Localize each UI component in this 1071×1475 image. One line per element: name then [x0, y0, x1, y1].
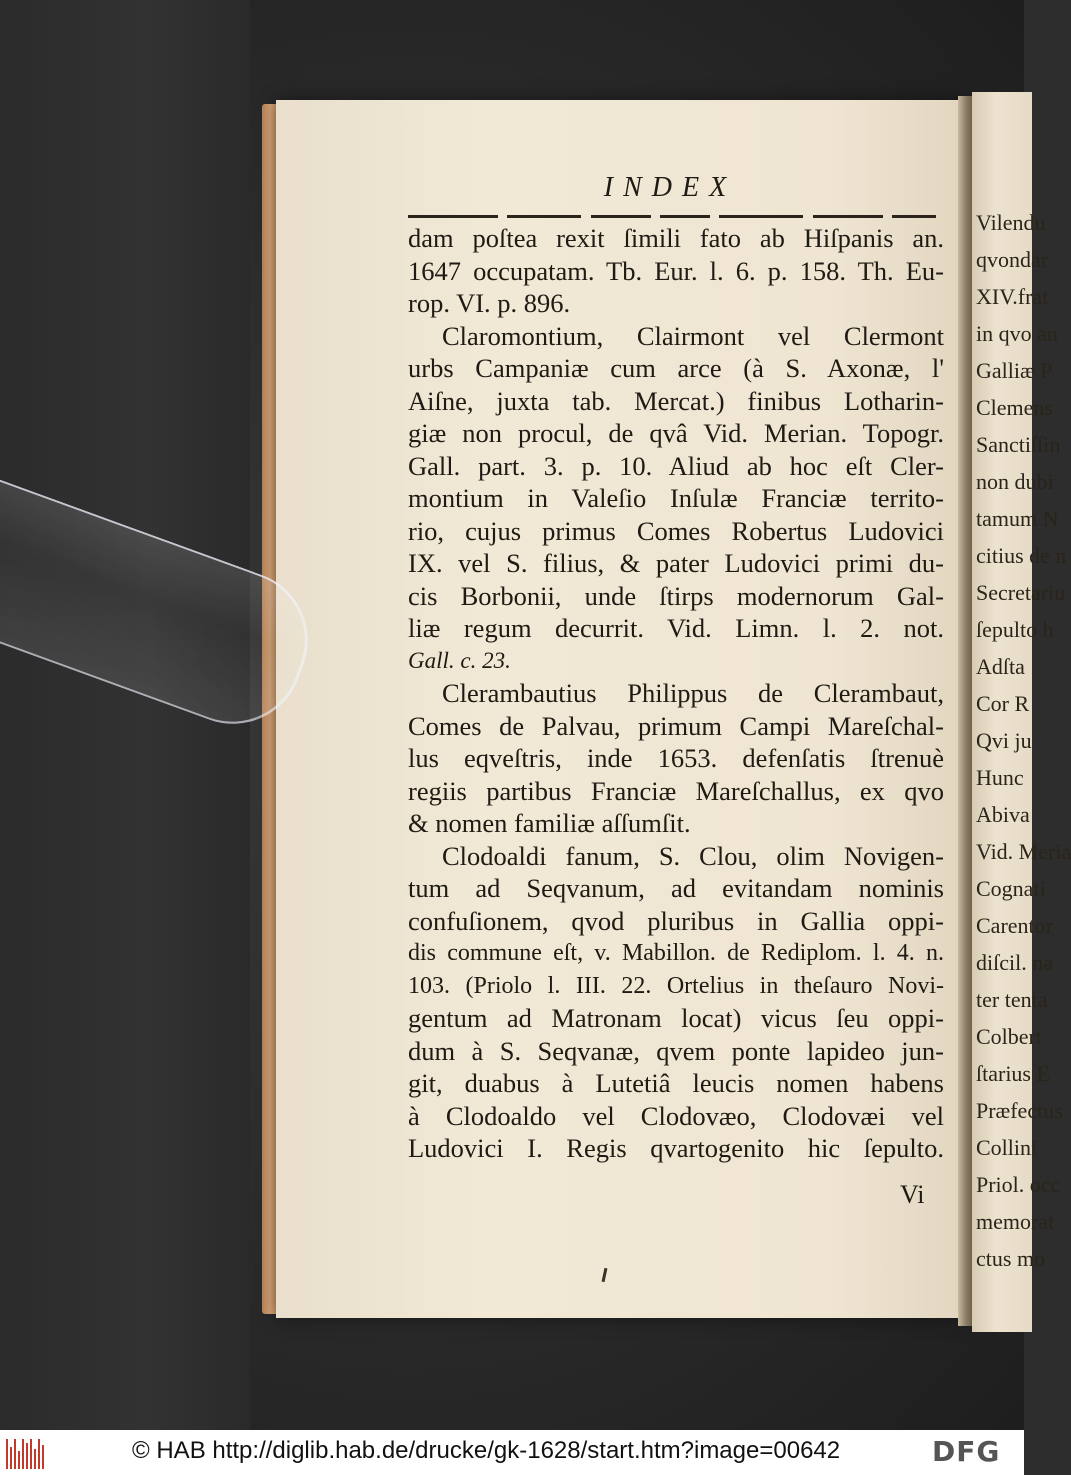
facing-page-fragment: Collini: [976, 1135, 1038, 1160]
facing-page-fragment: non dubi: [976, 469, 1054, 494]
text-line: liæ regum decurrit. Vid. Limn. l. 2. not.: [408, 613, 944, 643]
text-line: à Clodoaldo vel Clodovæo, Clodovæi vel: [408, 1100, 944, 1131]
facing-page-fragment: Colbert: [976, 1024, 1042, 1049]
facing-page-fragment: Priol. occ: [976, 1172, 1061, 1197]
text-line: montium in Valeſio Inſulæ Franciæ territo-: [408, 483, 944, 513]
text-line: tum ad Seqvanum, ad evitandam nominis: [408, 873, 944, 903]
facing-page-fragment: Qvi ju: [976, 728, 1032, 753]
text-line: 1647 occupatam. Tb. Eur. l. 6. p. 158. Th. Eu-: [408, 255, 944, 286]
facing-page-fragment: Adſta: [976, 654, 1025, 679]
entry-heading-line: Clerambautius Philippus de Clerambaut,: [442, 678, 944, 708]
text-line: IX. vel S. filius, & pater Ludovici primi du-: [408, 548, 944, 578]
running-head: INDEX: [603, 172, 737, 203]
facing-page-fragment: memorat: [976, 1209, 1055, 1234]
text-line: rio, cujus primus Comes Robertus Ludovici: [408, 515, 944, 546]
facing-page-fragment: Præfectus: [976, 1098, 1063, 1123]
facing-page-fragment: Galliæ P: [976, 358, 1053, 383]
facing-page-fragment: XIV.frat: [976, 284, 1049, 309]
text-line: dum à S. Seqvanæ, qvem ponte lapideo jun-: [408, 1035, 944, 1066]
text-line: gentum ad Matronam locat) vicus ſeu oppi-: [408, 1003, 944, 1033]
facing-page-fragment: Vid. Meria: [976, 839, 1071, 864]
text-line: confuſionem, qvod pluribus in Gallia oppi-: [408, 905, 944, 936]
entry-heading-line: Clodoaldi fanum, S. Clou, olim Novigen-: [442, 840, 944, 871]
text-line: 103. (Priolo l. III. 22. Ortelius in theſauro Novi-: [408, 972, 944, 999]
facing-page-fragment: ctus mo: [976, 1246, 1046, 1271]
facing-page-fragment: citius de n: [976, 543, 1067, 568]
text-line: lus eqveſtris, inde 1653. defenſatis ſtrenuè: [408, 743, 944, 773]
text-line: rop. VI. p. 896.: [408, 288, 571, 318]
copyright-url[interactable]: © HAB http://diglib.hab.de/drucke/gk-1628/start.htm?image=00642: [132, 1437, 841, 1464]
index-text: [408, 222, 944, 1165]
dfg-logo: DFG: [932, 1435, 1001, 1468]
barcode-icon: [6, 1437, 48, 1469]
text-line: Aiſne, juxta tab. Mercat.) finibus Lotharin-: [408, 385, 944, 416]
facing-page-fragment: Clemens: [976, 395, 1053, 420]
facing-page-fragment: ter tenta: [976, 987, 1048, 1012]
text-line: urbs Campaniæ cum arce (à S. Axonæ, l': [408, 353, 944, 383]
facing-page-fragment: ſtarius E: [976, 1061, 1050, 1086]
facing-page-fragment: Sanctiſſin: [976, 432, 1061, 457]
facing-page-fragment: Secretariu: [976, 580, 1066, 605]
text-line: git, duabus à Lutetiâ leucis nomen habens: [408, 1068, 944, 1098]
facing-page: [972, 92, 1071, 1332]
facing-page-fragment: Cognati: [976, 876, 1046, 901]
facing-page-fragment: Abiva: [976, 802, 1030, 827]
facing-page-fragment: Cor R: [976, 691, 1030, 716]
entry-heading-line: Claromontium, Clairmont vel Clermont: [442, 320, 944, 351]
facing-page-fragment: Hunc: [976, 765, 1024, 790]
text-line: giæ non procul, de qvâ Vid. Merian. Topogr.: [408, 418, 944, 448]
facing-page-fragment: ſepulto h: [976, 617, 1054, 642]
header-rule: [408, 212, 936, 220]
text-line: & nomen familiæ aſſumſit.: [408, 808, 691, 838]
text-line: Gall. c. 23.: [408, 647, 511, 673]
text-line: Ludovici I. Regis qvartogenito hic ſepulto.: [408, 1133, 944, 1163]
text-line: Comes de Palvau, primum Campi Mareſchal-: [408, 710, 944, 741]
facing-page-fragment: diſcil. na: [976, 950, 1053, 975]
text-line: regiis partibus Franciæ Mareſchallus, ex qvo: [408, 775, 944, 806]
text-line: Gall. part. 3. p. 10. Aliud ab hoc eſt Cler-: [408, 450, 944, 481]
facing-page-fragment: qvondar: [976, 247, 1049, 272]
catchword: Vi: [900, 1180, 925, 1209]
text-line: dam poſtea rexit ſimili fato ab Hiſpanis an.: [408, 223, 944, 253]
text-line: cis Borbonii, unde ſtirps modernorum Gal-: [408, 580, 944, 611]
facing-page-fragment: in qvo an: [976, 321, 1058, 346]
text-line: dis commune eſt, v. Mabillon. de Rediplom. l. 4. n.: [408, 940, 944, 966]
facing-page-fragment: tamum N: [976, 506, 1059, 531]
facing-page-fragment: Carentor: [976, 913, 1053, 938]
footer-bar: [0, 1430, 1024, 1475]
facing-page-fragment: Vilendu: [976, 210, 1046, 235]
